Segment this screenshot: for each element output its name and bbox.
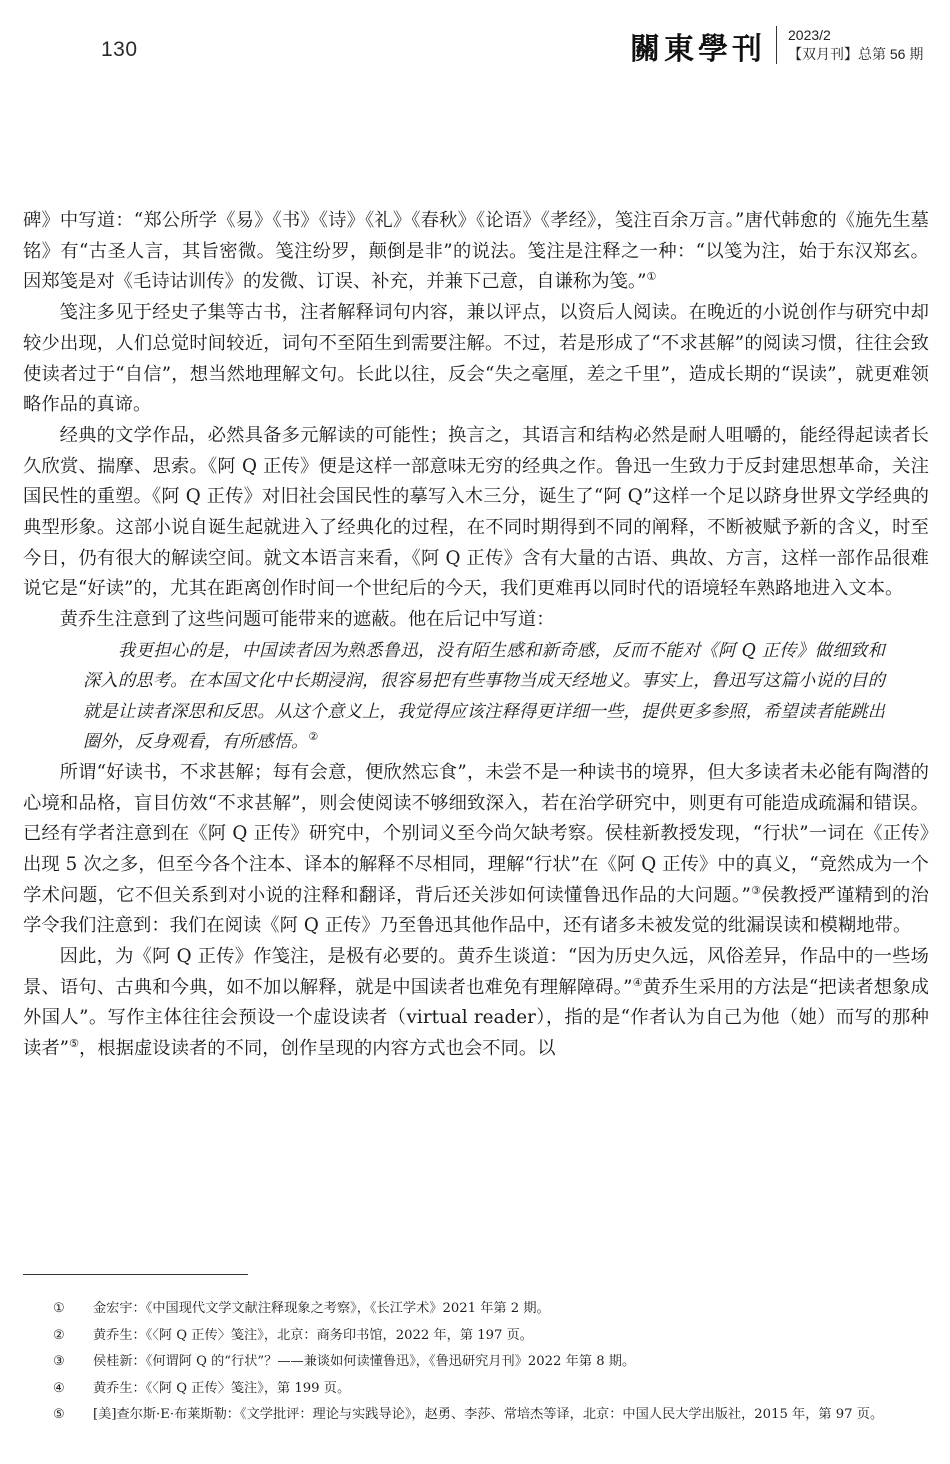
footnote-3 [23, 1349, 929, 1376]
footnote-ref-2: ② [308, 730, 319, 744]
footnotes [23, 1296, 929, 1425]
paragraph-6-text-b: 黄乔生采用的方法是“把读者想象成外国人”。写作主体往往会预设一个虚设读者（virtual reader），指的是“作者认为自己为他（她）而写的那种读者” [23, 976, 929, 1060]
paragraph-3: 经典的文学作品，必然具备多元解读的可能性；换言之，其语言和结构必然是耐人咀嚼的，能经得起读者长久欣赏、揣摩、思索。《阿 Q 正传》便是这样一部意味无穷的经典之作。鲁迅一生致力于反封建思想革命，关注国民性的重塑。《阿 Q 正传》对旧社会国民性的摹写入木三分，诞生了“阿 Q”这样一个足以跻身世界文学经典的典型形象。这部小说自诞生起就进入了经典化的过程，在不同时期得到不同的阐释，不断被赋予新的含义，时至今日，仍有很大的解读空间。就文本语言来看，《阿 Q 正传》含有大量的古语、典故、方言，这样一部作品很难说它是“好读”的，尤其在距离创作时间一个世纪后的今天，我们更难再以同时代的语境轻车熟路地进入文本。 [23, 424, 929, 600]
footnote-text: 侯桂新：《何谓阿 Q 的“行状”？——兼谈如何读懂鲁迅》，《鲁迅研究月刊》2022 年第 8 期。 [93, 1354, 636, 1369]
footnote-divider [23, 1274, 248, 1275]
article-body [23, 206, 929, 1065]
footnote-2 [23, 1323, 929, 1350]
page-number: 130 [101, 38, 138, 61]
block-quote [23, 636, 929, 758]
footnote-5 [23, 1402, 929, 1425]
footnote-mark: ③ [53, 1354, 65, 1369]
paragraph-6-text-a: 因此，为《阿 Q 正传》作笺注，是极有必要的。黄乔生谈道：“因为历史久远，风俗差异，作品中的一些场景、语句、古典和今典，如不加以解释，就是中国读者也难免有理解障碍。” [23, 946, 929, 998]
paragraph-1 [23, 206, 929, 298]
paragraph-1-text: 碑》中写道：“郑公所学《易》《书》《诗》《礼》《春秋》《论语》《孝经》，笺注百余万言。”唐代韩愈的《施先生墓铭》有“古圣人言，其旨密微。笺注纷罗，颠倒是非”的说法。笺注是注释之一种：“以笺为注，始于东汉郑玄。因郑笺是对《毛诗诂训传》的发微、订误、补充，并兼下己意，自谦称为笺。” [23, 210, 929, 293]
footnote-ref-3: ③ [750, 883, 762, 897]
footnote-mark: ① [53, 1301, 65, 1316]
issue-year: 2023/2 [788, 27, 831, 43]
footnote-mark: ④ [53, 1380, 65, 1396]
footnote-ref-1: ① [646, 270, 657, 284]
block-quote-text: 我更担心的是，中国读者因为熟悉鲁迅，没有陌生感和新奇感，反而不能对《阿 Q 正传》做细致和深入的思考。在本国文化中长期浸润，很容易把有些事物当成天经地义。事实上，鲁迅写这篇小说的目的就是让读者深思和反思。从这个意义上，我觉得应该注释得更详细一些，提供更多参照，希望读者能跳出圈外，反身观看，有所感悟。 [83, 640, 885, 753]
paragraph-4: 黄乔生注意到了这些问题可能带来的遮蔽。他在后记中写道： [59, 609, 555, 631]
footnote-1 [23, 1296, 929, 1323]
footnote-ref-4: ④ [632, 975, 643, 989]
paragraph-5-text-a: 所谓“好读书，不求甚解；每有会意，便欣然忘食”，未尝不是一种读书的境界，但大多读者未必能有陶潜的心境和品格，盲目仿效“不求甚解”，则会使阅读不够细致深入，若在治学研究中，则更有可能造成疏漏和错误。已经有学者注意到在《阿 Q 正传》研究中，个别词义至今尚欠缺考察。侯桂新教授发现，“行状”一词在《正传》出现 5 次之多，但至今各个注本、译本的解释不尽相同，理解“行状”在《阿 Q 正传》中的真义，“竟然成为一个学术问题，它不但关系到对小说的注释和翻译，背后还关涉如何读懂鲁迅作品的大问题。” [23, 761, 929, 906]
footnote-text: [美]查尔斯·E·布莱斯勒：《文学批评：理论与实践导论》，赵勇、李莎、常培杰等译，北京：中国人民大学出版社，2015 年，第 97 页。 [93, 1407, 884, 1422]
issue-info: 【双月刊】总第 56 期 [788, 46, 924, 62]
footnote-mark: ⑤ [53, 1407, 65, 1422]
paragraph-6-text-c: ，根据虚设读者的不同，创作呈现的内容方式也会不同。以 [78, 1038, 556, 1060]
paragraph-6 [23, 942, 929, 1065]
journal-name: 關東學刊 [630, 32, 766, 67]
paragraph-5 [23, 758, 929, 942]
footnote-text: 黄乔生：《〈阿 Q 正传〉笺注》，北京：商务印书馆，2022 年，第 197 页。 [93, 1327, 533, 1343]
footnote-4 [23, 1376, 929, 1403]
footnote-ref-5: ⑤ [69, 1037, 79, 1051]
footnote-text: 黄乔生：《〈阿 Q 正传〉笺注》，第 199 页。 [93, 1380, 351, 1396]
paragraph-5-text-b: 侯教授严谨精到的治学令我们注意到：我们在阅读《阿 Q 正传》乃至鲁迅其他作品中，还有诸多未被发觉的纰漏误读和模糊地带。 [23, 884, 929, 937]
footnote-text: 金宏宇：《中国现代文学文献注释现象之考察》，《长江学术》2021 年第 2 期。 [93, 1301, 550, 1316]
paragraph-2: 笺注多见于经史子集等古书，注者解释词句内容，兼以评点，以资后人阅读。在晚近的小说创作与研究中却较少出现，人们总觉时间较近，词句不至陌生到需要注解。不过，若是形成了“不求甚解”的阅读习惯，往往会致使读者过于“自信”，想当然地理解文句。长此以往，反会“失之毫厘，差之千里”，造成长期的“误读”，就更难领略作品的真谛。 [23, 302, 929, 416]
footnote-mark: ② [53, 1327, 65, 1343]
masthead-divider [776, 26, 777, 64]
